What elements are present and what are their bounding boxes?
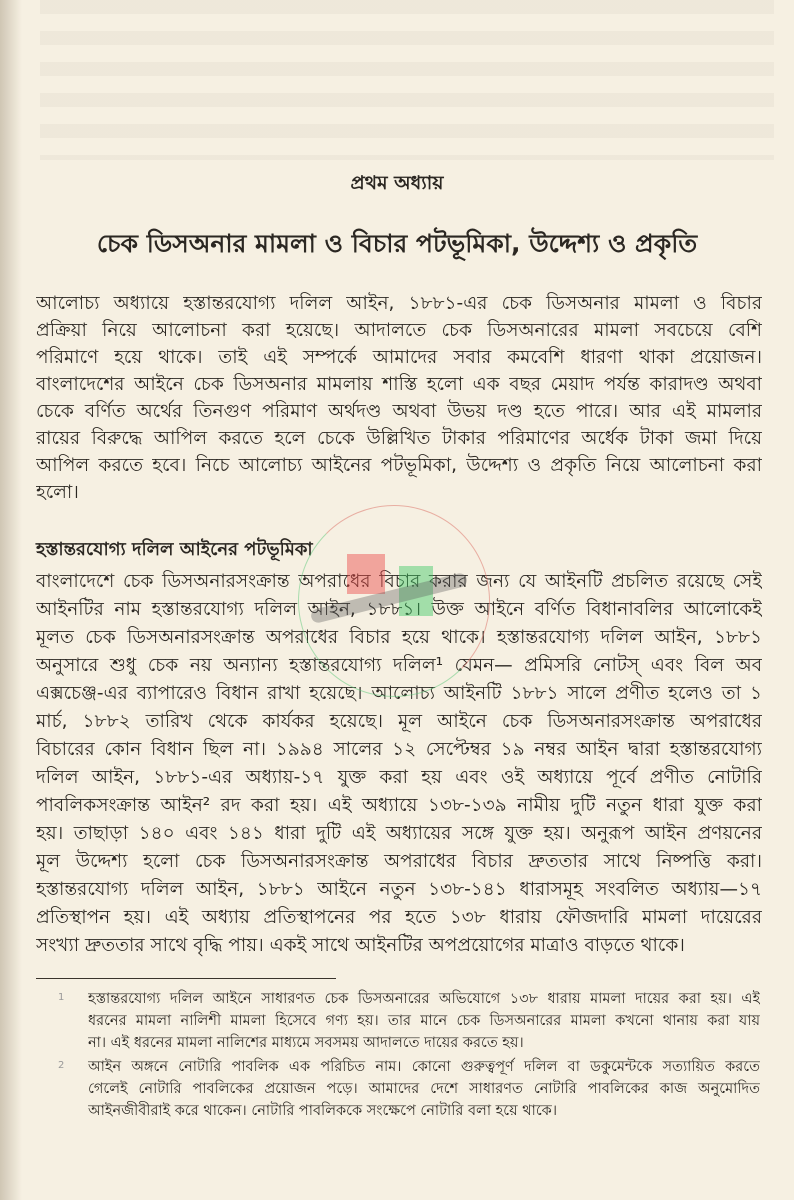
footnote-2 xyxy=(88,1056,760,1122)
chapter-label: প্রথম অধ্যায় xyxy=(350,172,444,194)
show-through-text xyxy=(40,0,774,160)
text-line: মূল উদ্দেশ্য হলো চেক ডিসঅনারসংক্রান্ত অপরাধের বিচার দ্রুততার সাথে নিষ্পত্তি করা। xyxy=(36,851,762,872)
chapter-title: চেক ডিসঅনার মামলা ও বিচার পটভূমিকা, উদ্দেশ্য ও প্রকৃতি xyxy=(96,229,698,258)
text-line: বাংলাদেশের আইনে চেক ডিসঅনার মামলায় শাস্তি হলো এক বছর মেয়াদ পর্যন্ত কারাদণ্ড অথবা xyxy=(36,374,762,395)
text-line: বাংলাদেশে চেক ডিসঅনারসংক্রান্ত অপরাধের বিচার করার জন্য যে আইনটি প্রচলিত রয়েছে সেই xyxy=(36,571,762,592)
text-line: আপিল করতে হবে। নিচে আলোচ্য আইনের পটভূমিকা, উদ্দেশ্য ও প্রকৃতি নিয়ে আলোচনা করা xyxy=(36,455,762,476)
text-line: গেলেই নোটারি পাবলিকের প্রয়োজন পড়ে। আমাদের দেশে সাধারণত নোটারি পাবলিকের কাজ অনুমোদিত xyxy=(88,1081,760,1097)
text-line: না। এই ধরনের মামলা নালিশের মাধ্যমে সবসময় আদালতে দায়ের করতে হয়। xyxy=(88,1035,524,1051)
text-line: আইন অঙ্গনে নোটারি পাবলিক এক পরিচিত নাম। কোনো গুরুত্বপূর্ণ দলিল বা ডকুমেন্টকে সত্যায়িত করতে xyxy=(88,1059,760,1075)
text-line: মূলত চেক ডিসঅনারসংক্রান্ত অপরাধের বিচার হয়ে থাকে। হস্তান্তরযোগ্য দলিল আইন, ১৮৮১ xyxy=(36,627,762,648)
text-line: হয়। তাছাড়া ১৪০ এবং ১৪১ ধারা দুটি এই অধ্যায়ের সঙ্গে যুক্ত হয়। অনুরূপ আইন প্রণয়নের xyxy=(36,823,762,844)
text-line: এক্সচেঞ্জ-এর ব্যাপারেও বিধান রাখা হয়েছে। আলোচ্য আইনটি ১৮৮১ সালে প্রণীত হলেও তা ১ xyxy=(36,683,762,704)
text-line: হলো। xyxy=(36,482,79,503)
footnote-marker: 1 xyxy=(58,992,65,1003)
text-line: পাবলিকসংক্রান্ত আইন² রদ করা হয়। এই অধ্যায়ে ১৩৮-১৩৯ নামীয় দুটি নতুন ধারা যুক্ত করা xyxy=(36,795,762,816)
text-line: আলোচ্য অধ্যায়ে হস্তান্তরযোগ্য দলিল আইন, ১৮৮১-এর চেক ডিসঅনার মামলা ও বিচার xyxy=(36,293,762,314)
text-line: পরিমাণে হয়ে থাকে। তাই এই সম্পর্কে আমাদের সবার কমবেশি ধারণা থাকা প্রয়োজন। xyxy=(36,347,762,368)
text-line: আইনজীবীরাই করে থাকেন। নোটারি পাবলিককে সংক্ষেপে নোটারি বলা হয়ে থাকে। xyxy=(88,1103,558,1119)
text-line: বিচারের কোন বিধান ছিল না। ১৯৯৪ সালের ১২ সেপ্টেম্বর ১৯ নম্বর আইন দ্বারা হস্তান্তরযোগ্য xyxy=(36,739,762,760)
text-line: দলিল আইন, ১৮৮১-এর অধ্যায়-১৭ যুক্ত করা হয় এবং ওই অধ্যায়ে পূর্বে প্রণীত নোটারি xyxy=(36,767,762,788)
section-paragraph xyxy=(36,568,762,960)
footnote-1 xyxy=(88,988,760,1054)
text-line: অনুসারে শুধু চেক নয় অন্যান্য হস্তান্তরযোগ্য দলিল¹ যেমন— প্রমিসরি নোটস্ এবং বিল অব xyxy=(36,655,762,676)
text-line: প্রক্রিয়া নিয়ে আলোচনা করা হয়েছে। আদালতে চেক ডিসঅনারের মামলা সবচেয়ে বেশি xyxy=(36,320,762,341)
text-line: আইনটির নাম হস্তান্তরযোগ্য দলিল আইন, ১৮৮১। উক্ত আইনে বর্ণিত বিধানাবলির আলোকেই xyxy=(36,599,762,620)
text-line: সংখ্যা দ্রুততার সাথে বৃদ্ধি পায়। একই সাথে আইনটির অপপ্রয়োগের মাত্রাও বাড়তে থাকে। xyxy=(36,935,685,956)
footnote-divider xyxy=(36,978,336,979)
text-line: প্রতিস্থাপন হয়। এই অধ্যায় প্রতিস্থাপনের পর হতে ১৩৮ ধারায় ফৌজদারি মামলা দায়েরের xyxy=(36,907,762,928)
text-line: ধরনের মামলা নালিশী মামলা হিসেবে গণ্য হয়। তার মানে চেক ডিসঅনারের মামলা কখনো থানায় করা যায় xyxy=(88,1013,760,1029)
intro-paragraph xyxy=(36,290,762,506)
text-line: রায়ের বিরুদ্ধে আপিল করতে হলে চেকে উল্লিখিত টাকার পরিমাণের অর্ধেক টাকা জমা দিয়ে xyxy=(36,428,762,449)
text-line: মার্চ, ১৮৮২ তারিখ থেকে কার্যকর হয়েছে। মূল আইনে চেক ডিসঅনারসংক্রান্ত অপরাধের xyxy=(36,711,762,732)
section-heading: হস্তান্তরযোগ্য দলিল আইনের পটভূমিকা xyxy=(36,539,313,560)
text-line: চেকে বর্ণিত অর্থের তিনগুণ পরিমাণ অর্থদণ্ড অথবা উভয় দণ্ড হতে পারে। আর এই মামলার xyxy=(36,401,762,422)
text-line: হস্তান্তরযোগ্য দলিল আইনে সাধারণত চেক ডিসঅনারের অভিযোগে ১৩৮ ধারায় মামলা দায়ের করা হয়। এই xyxy=(88,991,760,1007)
text-line: হস্তান্তরযোগ্য দলিল আইন, ১৮৮১ আইনে নতুন ১৩৮-১৪১ ধারাসমূহ সংবলিত অধ্যায়—১৭ xyxy=(36,879,762,900)
footnote-marker: 2 xyxy=(58,1060,65,1071)
